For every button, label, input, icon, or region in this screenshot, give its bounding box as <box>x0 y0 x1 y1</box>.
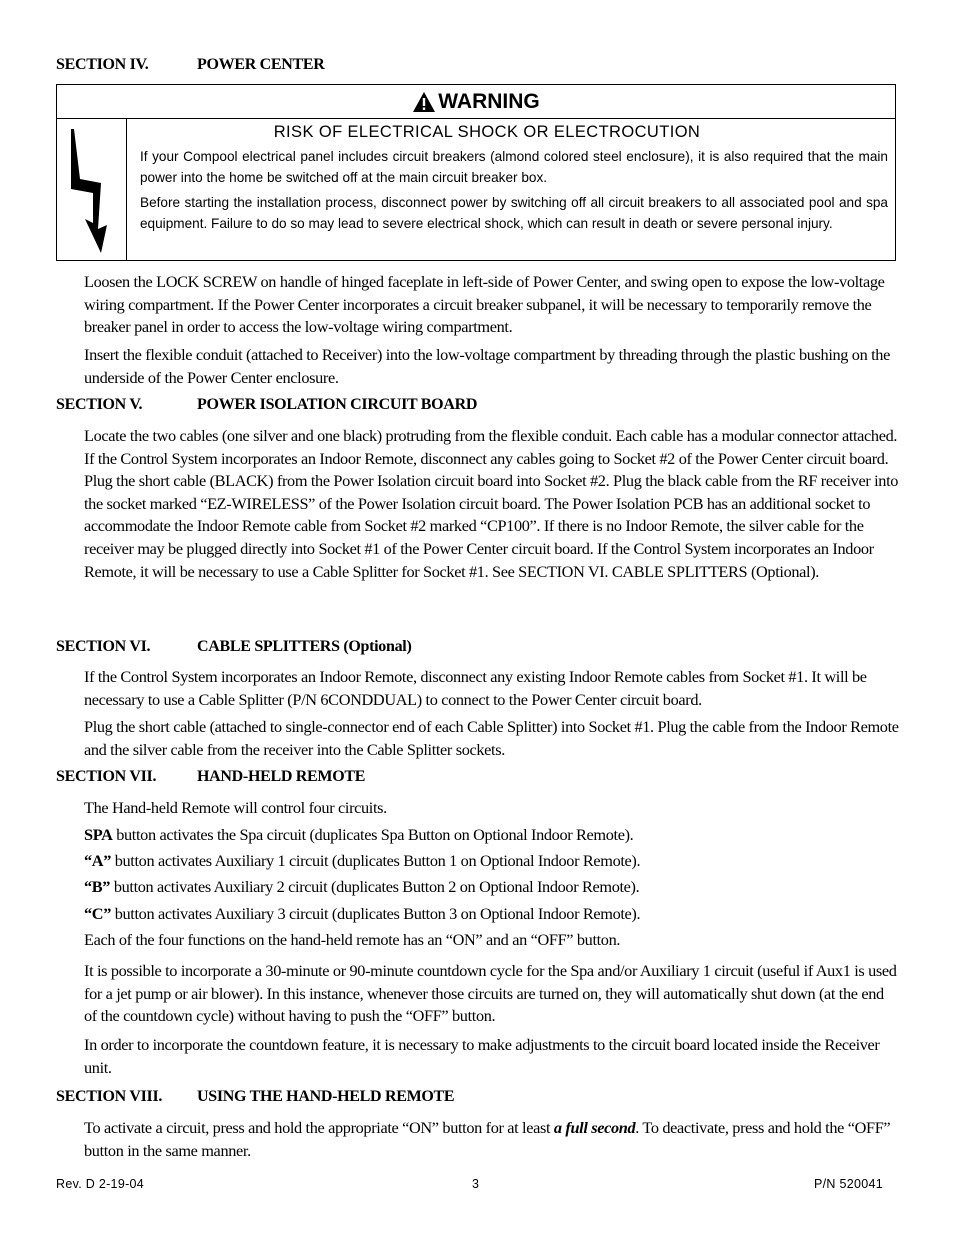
section-number: SECTION V. <box>56 396 143 413</box>
footer-page-number: 3 <box>472 1177 480 1191</box>
section-number: SECTION VIII. <box>56 1088 163 1105</box>
section-iv-paragraph-2: Insert the flexible conduit (attached to Receiver) into the low-voltage compartment by threading through the plastic bushing on the underside of the Power Center enclosure. <box>84 345 890 387</box>
section-iv-heading <box>56 56 325 74</box>
a-button-line <box>84 850 640 872</box>
section-title: USING THE HAND-HELD REMOTE <box>197 1088 455 1105</box>
section-v-paragraph: Locate the two cables (one silver and one black) protruding from the flexible conduit. Each cable has a modular connector attached. If the Control System incorporates an Indoor Remote, disconnect any cables going to Socket #2 of the Power Center circuit board. Plug the short cable (BLACK) from the Power Isolation circuit board into Socket #2. Plug the black cable from the RF receiver into the socket marked “EZ-WIRELESS” of the Power Isolation circuit board. The Power Isolation PCB has an additional socket to accommodate the Indoor Remote cable from Socket #2 marked “CP100”. If there is no Indoor Remote, the silver cable for the receiver may be plugged directly into Socket #1 of the Power Center circuit board. If the Control System incorporates an Indoor Remote, it will be necessary to use a Cable Splitter for Socket #1. See SECTION VI. CABLE SPLITTERS (Optional). <box>84 426 899 581</box>
warning-icon-cell <box>57 119 127 260</box>
button-desc: button activates Auxiliary 1 circuit (duplicates Button 1 on Optional Indoor Remote). <box>111 851 641 870</box>
instruction-text-end: . To deactivate, press and hold the “OFF” button in the same manner. <box>84 1118 891 1160</box>
section-vii-paragraph-3: In order to incorporate the countdown feature, it is necessary to make adjustments to the circuit board located inside the Receiver unit. <box>84 1035 880 1077</box>
section-vi-heading <box>56 638 411 656</box>
c-button-line <box>84 903 640 925</box>
lightning-bolt-icon <box>57 119 125 259</box>
button-key: “B” <box>84 877 111 896</box>
section-viii-heading <box>56 1088 454 1106</box>
b-button-line <box>84 876 639 898</box>
section-title: POWER ISOLATION CIRCUIT BOARD <box>197 396 478 413</box>
warning-body <box>140 119 890 234</box>
section-vii-intro: The Hand-held Remote will control four circuits. <box>84 798 387 817</box>
on-off-line: Each of the four functions on the hand-held remote has an “ON” and an “OFF” button. <box>84 930 621 949</box>
section-vii-paragraph-2: It is possible to incorporate a 30-minute or 90-minute countdown cycle for the Spa and/or Auxiliary 1 circuit (useful if Aux1 is used for a jet pump or air blower). In this instance, whenever those circuits are turned on, they will automatically shut down (at the end of the countdown cycle) without having to push the “OFF” button. <box>84 961 897 1026</box>
button-key: “C” <box>84 904 111 923</box>
spa-button-line <box>84 824 633 846</box>
section-title: CABLE SPLITTERS (Optional) <box>197 638 412 655</box>
section-v-heading <box>56 396 477 414</box>
section-title: HAND-HELD REMOTE <box>197 768 366 785</box>
section-number: SECTION VI. <box>56 638 151 655</box>
instruction-text: To activate a circuit, press and hold the appropriate “ON” button for at least <box>84 1118 554 1137</box>
button-desc: button activates Auxiliary 3 circuit (duplicates Button 3 on Optional Indoor Remote). <box>111 904 641 923</box>
warning-header <box>57 85 895 119</box>
section-title: POWER CENTER <box>197 56 325 73</box>
risk-heading: RISK OF ELECTRICAL SHOCK OR ELECTROCUTION <box>273 123 701 141</box>
button-desc: button activates the Spa circuit (duplicates Spa Button on Optional Indoor Remote). <box>112 825 634 844</box>
warning-paragraph-1: If your Compool electrical panel includes circuit breakers (almond colored steel enclosure), it is also required that the main power into the home be switched off at the main circuit breaker box. <box>140 149 888 185</box>
warning-paragraph-2: Before starting the installation process, disconnect power by switching off all circuit breakers to all associated pool and spa equipment. Failure to do so may lead to severe electrical shock, which can result in death or severe personal injury. <box>140 195 888 231</box>
footer-revision: Rev. D 2-19-04 <box>56 1177 145 1191</box>
footer-part-number: P/N 520041 <box>814 1177 884 1191</box>
section-number: SECTION VII. <box>56 768 157 785</box>
section-iv-paragraph-1: Loosen the LOCK SCREW on handle of hinged faceplate in left-side of Power Center, and swing open to expose the low-voltage wiring compartment. If the Power Center incorporates a circuit breaker subpanel, it will be necessary to temporarily remove the breaker panel in order to access the low-voltage wiring compartment. <box>84 272 885 337</box>
section-vi-paragraph-2: Plug the short cable (attached to single-connector end of each Cable Splitter) into Socket #1. Plug the cable from the Indoor Remote and the silver cable from the receiver into the Cable Splitter sockets. <box>84 717 899 759</box>
emphasis-text: a full second <box>553 1118 636 1137</box>
section-viii-paragraph <box>84 1117 900 1162</box>
section-vii-heading <box>56 768 365 786</box>
button-key: “A” <box>84 851 111 870</box>
warning-box <box>56 84 896 261</box>
button-key: SPA <box>84 825 113 844</box>
section-vi-paragraph-1: If the Control System incorporates an Indoor Remote, disconnect any existing Indoor Remote cables from Socket #1. It will be necessary to use a Cable Splitter (P/N 6CONDDUAL) to connect to the Power Center circuit board. <box>84 667 867 709</box>
warning-triangle-icon <box>412 91 436 113</box>
button-desc: button activates Auxiliary 2 circuit (duplicates Button 2 on Optional Indoor Remote). <box>110 877 640 896</box>
warning-title: WARNING <box>438 89 540 113</box>
section-number: SECTION IV. <box>56 56 149 73</box>
